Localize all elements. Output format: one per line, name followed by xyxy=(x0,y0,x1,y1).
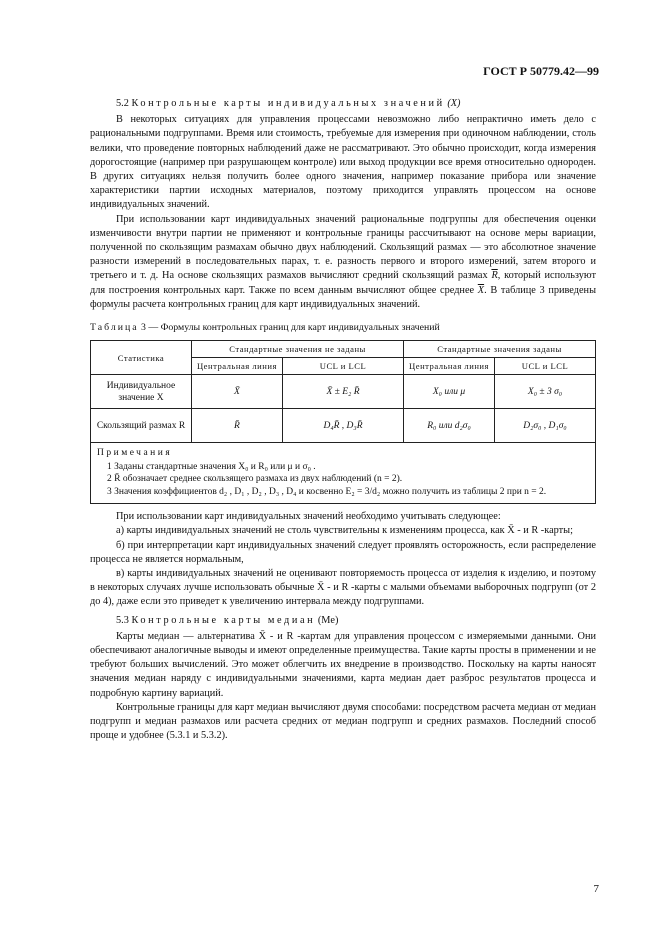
column-header-center-line: Центральная линия xyxy=(404,358,495,375)
column-group-given: Стандартные значения заданы xyxy=(404,341,596,358)
column-group-not-given: Стандартные значения не заданы xyxy=(192,341,404,358)
paragraph-text: , который используют для построения контрольных карт. Также по всем данным вычисляют общее среднее xyxy=(90,270,596,296)
note: 1 Заданы стандартные значения X₀ и R₀ или μ и σ₀ . xyxy=(107,461,316,472)
grand-mean-symbol: $\overline{X}$ xyxy=(477,284,485,296)
table-notes-row xyxy=(91,443,596,504)
column-header-ucl-lcl: UCL и LCL xyxy=(282,358,403,375)
section-5-2-heading xyxy=(90,97,596,111)
column-header-ucl-lcl: UCL и LCL xyxy=(494,358,595,375)
column-header-statistic: Статистика xyxy=(91,341,192,375)
paragraph: При использовании карт индивидуальных значений необходимо учитывать следующее: xyxy=(116,511,501,523)
table-cell: D₂σ₀ , D₁σ₀ xyxy=(494,409,595,443)
table-cell: R̄ xyxy=(192,409,283,443)
control-limits-table xyxy=(90,340,596,504)
table-cell: Индивидуальное значение X xyxy=(91,375,192,409)
mean-range-symbol: $\overline{R}$ xyxy=(491,270,498,282)
caption-text: 3 — Формулы контрольных границ для карт индивидуальных значений xyxy=(141,322,440,334)
table-row xyxy=(91,375,596,409)
section-title: Контрольные карты медиан xyxy=(131,614,316,626)
section-number: 5.3 xyxy=(116,614,129,626)
page-content xyxy=(90,97,596,744)
column-header-center-line: Центральная линия xyxy=(192,358,283,375)
section-5-3-heading xyxy=(90,614,596,628)
section-title: Контрольные карты индивидуальных значений xyxy=(131,98,445,109)
note: 2 R̄ обозначает среднее скользящего размаха из двух наблюдений (n = 2). xyxy=(107,474,403,485)
table-caption xyxy=(90,321,596,335)
section-number: 5.2 xyxy=(116,98,129,109)
table-cell: X₀ ± 3 σ₀ xyxy=(494,375,595,409)
list-item: б) при интерпретации карт индивидуальных значений следует проявлять осторожность, если распределение процесса не является нормальным, xyxy=(90,539,596,565)
table-row xyxy=(91,409,596,443)
table-cell: D₄R̄ , D₃R̄ xyxy=(282,409,403,443)
paragraph: В некоторых ситуациях для управления процессами невозможно либо непрактично иметь дело с рациональными подгруппами. Время или стоимость, требуемые для измерения при одиночном наблюдении, столь велики, что проведение повторных наблюдений даже не рассматривают. Это обычно происходит, когда измерения дорогостоящие (например при разрушающем контроле) или выход продукции все время относительно однороден. В других ситуациях нельзя получить более одного значения, например показание прибора или значение характеристики партии исходных материалов, поэтому приходится управлять процессом на основе индивидуальных значений. xyxy=(90,114,596,211)
section-symbol: (Me) xyxy=(317,614,339,626)
paragraph: Карты медиан — альтернатива X̄ - и R -картам для управления процессом с измеряемыми данными. Они обеспечивают аналогичные выводы и имеют определенные преимущества. Такие карты просты в применении и не требуют больших вычислений. Это может облегчить их внедрение в производство. Поскольку на карты наносят значения медиан наряду с индивидуальными значениями, карта медиан дает разброс результатов процесса и подробную картину вариаций. xyxy=(90,630,596,699)
paragraph xyxy=(90,213,596,312)
list-item: в) карты индивидуальных значений не оценивают повторяемость процесса от изделия к изделию, и поэтому в некоторых случаях лучше использовать обычные X̄ - и R -карты с малыми объемами выборочных подгрупп (от 2 до 4), даже если это приведет к увеличению интервала между подгруппами. xyxy=(90,568,596,608)
notes-title: Примечания xyxy=(97,448,173,459)
document-header: ГОСТ Р 50779.42—99 xyxy=(483,64,599,78)
paragraph-text: . В таблице 3 приведены формулы расчета контрольных границ для карт индивидуальных значений. xyxy=(90,284,596,310)
page-number: 7 xyxy=(593,883,599,895)
table-cell: X₀ или μ xyxy=(404,375,495,409)
note: 3 Значения коэффициентов d₂ , D₁ , D₂ , D₃ , D₄ и косвенно E₂ = 3/d₂ можно получить из таблицы 2 при n = 2. xyxy=(107,486,547,497)
table-cell: X̄ ± E₂ R̄ xyxy=(282,375,403,409)
table-cell: R₀ или d₂σ₀ xyxy=(404,409,495,443)
table-notes xyxy=(91,443,596,504)
paragraph: Контрольные границы для карт медиан вычисляют двумя способами: посредством расчета медиан от медиан подгрупп и медиан размахов или расчета средних от медиан подгрупп и средних размахов. Последний способ проще и удобнее (5.3.1 и 5.3.2). xyxy=(90,701,596,742)
paragraph-text: При использовании карт индивидуальных значений рациональные подгруппы для обеспечения оценки изменчивости внутри партии не применяют и контрольные границы рассчитывают на основе меры вариации, полученной по скользящим размахам обычно двух наблюдений. Скользящий размах — это абсолютное значение разности измерений в последовательных парах, т. е. разность первого и второго измерений, затем второго и третьего и т. д. На основе скользящих размахов вычисляют средний скользящий размах xyxy=(90,213,596,282)
section-symbol: (X) xyxy=(447,98,461,109)
table-cell: Скользящий размах R xyxy=(91,409,192,443)
caption-label: Таблица xyxy=(90,322,139,334)
table-cell: X̄ xyxy=(192,375,283,409)
table-header-row xyxy=(91,341,596,358)
list-item: а) карты индивидуальных значений не столь чувствительны к изменениям процесса, как X̄ - и R -карты; xyxy=(116,525,573,537)
